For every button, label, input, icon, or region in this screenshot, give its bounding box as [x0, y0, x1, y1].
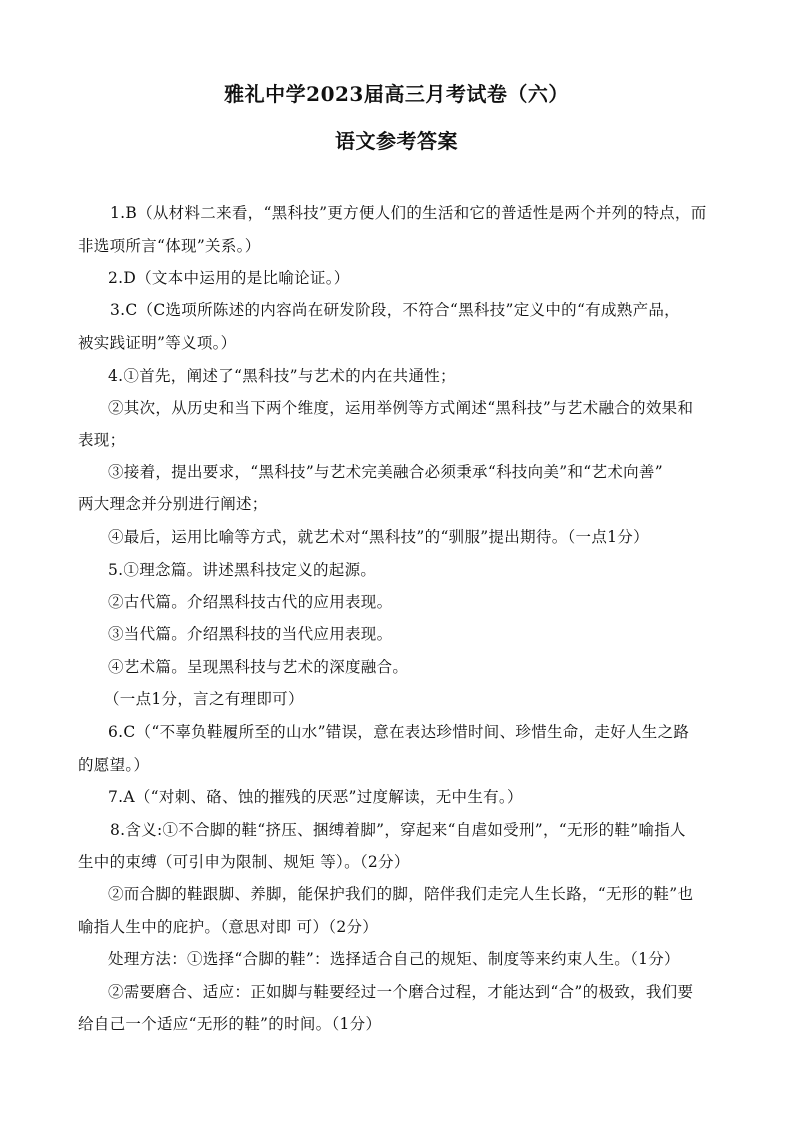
- answer-8-method-1: 处理方法：①选择“合脚的鞋”：选择适合自己的规矩、制度等来约束人生。（1分）: [108, 950, 680, 968]
- answer-4-point-3-line-2: 两大理念并分别进行阐述；: [78, 495, 268, 513]
- answer-6-line-1: 6.C（“不辜负鞋履所至的山水”错误，意在表达珍惜时间、珍惜生命，走好人生之路: [108, 723, 690, 741]
- answer-4-point-2-line-2: 表现；: [78, 431, 126, 449]
- answer-8-meaning-2-line-2: 喻指人生中的庇护。（意思对即 可）（2分）: [78, 918, 379, 936]
- answer-8-meaning-1-line-1: 8.含义:①不合脚的鞋“挤压、捆缚着脚”，穿起来“自虐如受刑”，“无形的鞋”喻指人: [110, 821, 686, 839]
- answer-8-method-2-line-1: ②需要磨合、适应：正如脚与鞋要经过一个磨合过程，才能达到“合”的极致，我们要: [108, 983, 694, 1001]
- answer-3-line-1: 3.C（C选项所陈述的内容尚在研发阶段，不符合“黑科技”定义中的“有成熟产品，: [110, 301, 680, 319]
- answer-key-subtitle: 语文参考答案: [335, 129, 458, 153]
- answer-4-point-4: ④最后，运用比喻等方式，就艺术对“黑科技”的“驯服”提出期待。（一点1分）: [108, 528, 649, 546]
- answer-2: 2.D（文本中运用的是比喻论证。）: [108, 269, 350, 287]
- answer-4-point-1: 4.①首先，阐述了“黑科技”与艺术的内在共通性；: [108, 367, 456, 385]
- answer-8-meaning-2-line-1: ②而合脚的鞋跟脚、养脚，能保护我们的脚，陪伴我们走完人生长路，“无形的鞋”也: [108, 885, 694, 903]
- answer-5-scoring-note: （一点1分，言之有理即可）: [104, 690, 304, 708]
- answer-8-meaning-1-line-2: 生中的束缚（可引申为限制、规矩 等）。（2分）: [78, 853, 410, 871]
- answer-4-point-3-line-1: ③接着，提出要求，“黑科技”与艺术完美融合必须秉承“科技向美”和“艺术向善”: [108, 463, 663, 481]
- answer-8-method-2-line-2: 给自己一个适应“无形的鞋”的时间。（1分）: [78, 1015, 382, 1033]
- answer-5-point-1: 5.①理念篇。讲述黑科技定义的起源。: [108, 561, 377, 579]
- answer-6-line-2: 的愿望。）: [78, 756, 150, 774]
- answer-1-line-2: 非选项所言“体现”关系。）: [78, 237, 261, 255]
- answer-5-point-4: ④艺术篇。呈现黑科技与艺术的深度融合。: [108, 658, 409, 676]
- answer-5-point-3: ③当代篇。介绍黑科技的当代应用表现。: [108, 625, 393, 643]
- exam-title: 雅礼中学2023届高三月考试卷（六）: [224, 82, 569, 106]
- answer-3-line-2: 被实践证明”等义项。）: [78, 334, 237, 352]
- answer-1-line-1: 1.B（从材料二来看，“黑科技”更方便人们的生活和它的普适性是两个并列的特点，而: [110, 204, 707, 222]
- answer-4-point-2-line-1: ②其次，从历史和当下两个维度，运用举例等方式阐述“黑科技”与艺术融合的效果和: [108, 399, 694, 417]
- answer-5-point-2: ②古代篇。介绍黑科技古代的应用表现。: [108, 593, 393, 611]
- answer-7: 7.A（“对刺、硌、蚀的摧残的厌恶”过度解读，无中生有。）: [108, 788, 523, 806]
